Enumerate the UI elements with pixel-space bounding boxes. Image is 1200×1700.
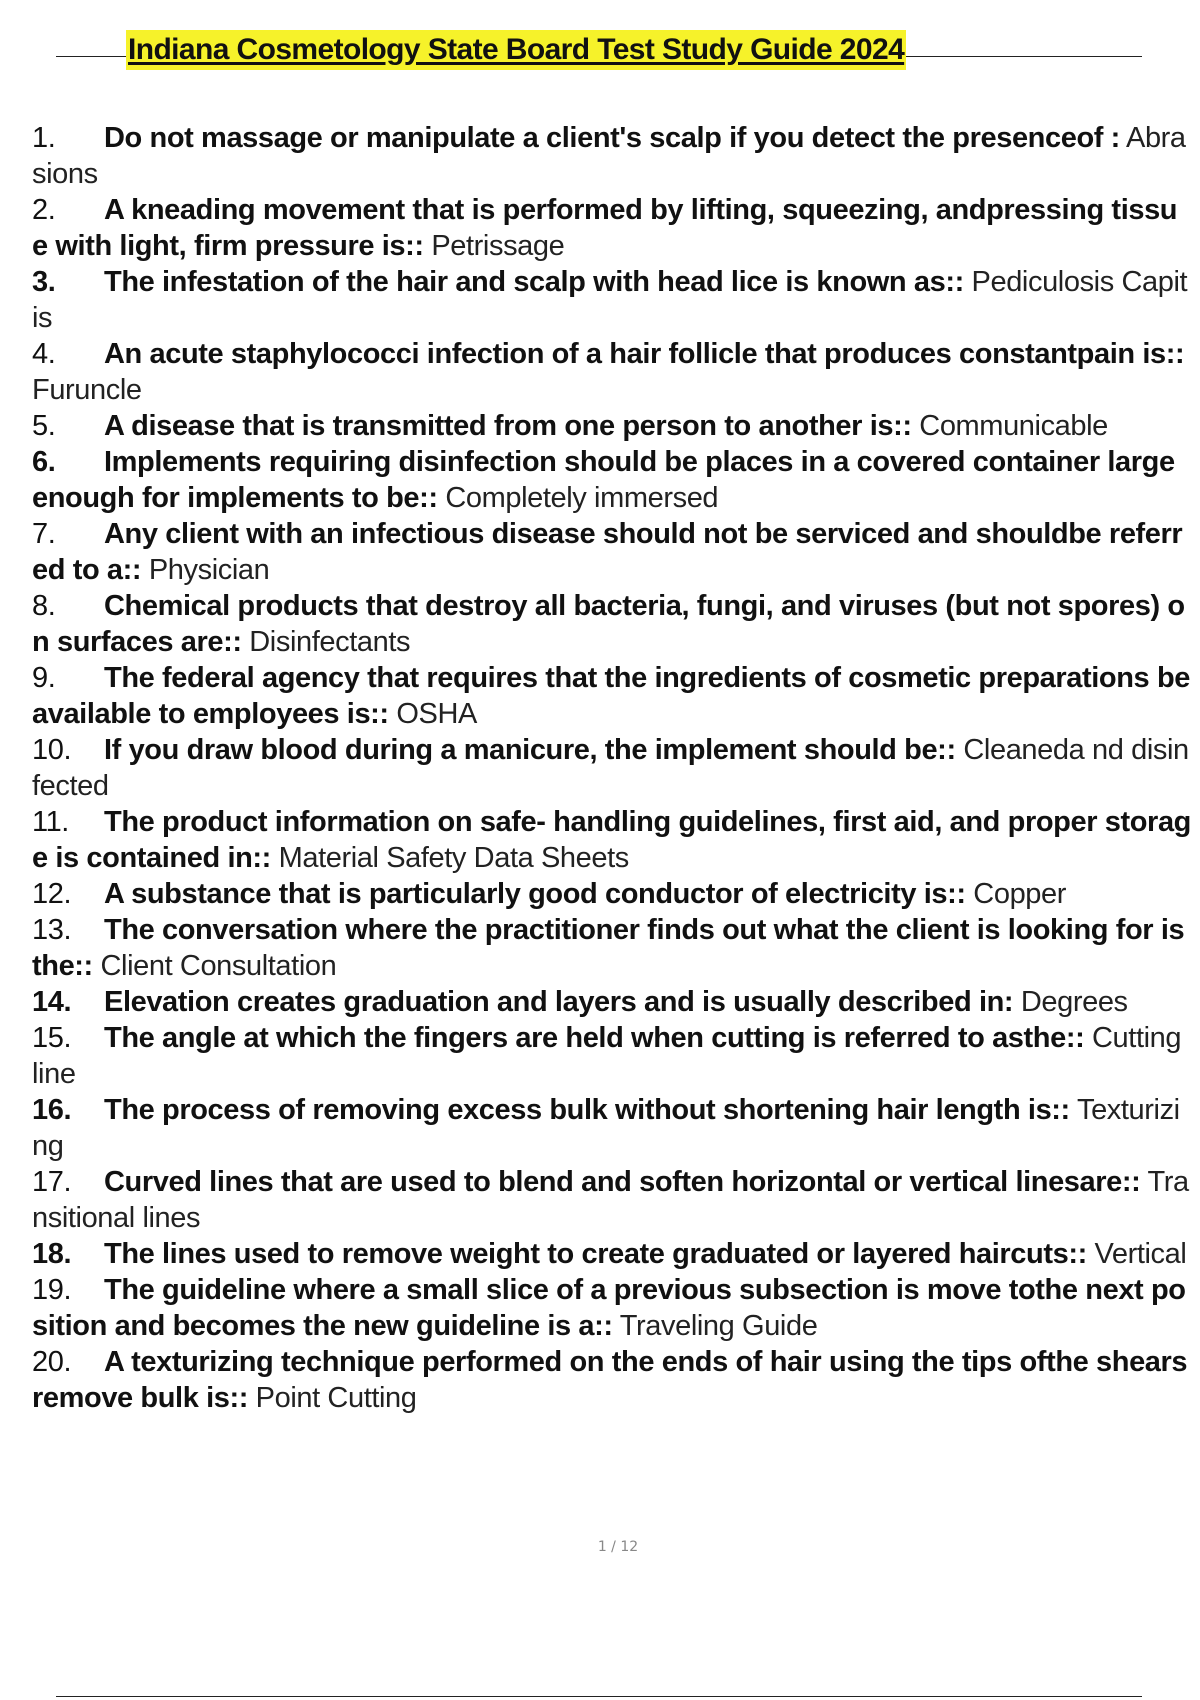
question-item [32, 732, 1192, 804]
question-text: The process of removing excess bulk without shortening hair length is:: [104, 1094, 1070, 1126]
question-number: 10. [32, 734, 72, 766]
bottom-rule [56, 1696, 1142, 1697]
question-item [32, 804, 1192, 876]
question-item [32, 588, 1192, 660]
answer-text: Traveling Guide [619, 1310, 818, 1342]
question-number: 3. [32, 266, 56, 298]
question-number: 5. [32, 410, 56, 442]
question-number: 1. [32, 122, 56, 154]
answer-text: Texturizing [32, 1094, 1180, 1162]
answer-text: Communicable [919, 410, 1108, 442]
question-number: 2. [32, 194, 56, 226]
answer-text: Cutting line [32, 1022, 1182, 1090]
answer-text: Pediculosis Capitis [32, 266, 1188, 334]
page-indicator: 1 / 12 [597, 1539, 639, 1555]
answer-text: Material Safety Data Sheets [278, 842, 629, 874]
question-item [32, 1020, 1192, 1092]
answer-text: Petrissage [431, 230, 565, 262]
question-text: An acute staphylococci infection of a hair follicle that produces constantpain is:: [104, 338, 1185, 370]
question-item [32, 912, 1192, 984]
question-text: The lines used to remove weight to create graduated or layered haircuts:: [104, 1238, 1087, 1270]
question-number: 19. [32, 1274, 72, 1306]
question-number: 20. [32, 1346, 72, 1378]
question-item [32, 336, 1192, 408]
answer-text: Completely immersed [445, 482, 719, 514]
question-item [32, 1092, 1192, 1164]
question-text: A substance that is particularly good conductor of electricity is:: [104, 878, 966, 910]
question-number: 13. [32, 914, 72, 946]
answer-text: Abrasions [32, 122, 1186, 190]
question-item [32, 1344, 1192, 1416]
question-number: 9. [32, 662, 56, 694]
question-number: 14. [32, 986, 72, 1018]
question-item [32, 1272, 1192, 1344]
question-text: The conversation where the practitioner finds out what the client is looking for is the:: [32, 914, 1185, 982]
answer-text: Point Cutting [255, 1382, 417, 1414]
question-text: The guideline where a small slice of a previous subsection is move tothe next position and becomes the new guideline is a:: [32, 1274, 1186, 1342]
question-number: 16. [32, 1094, 72, 1126]
question-number: 12. [32, 878, 72, 910]
question-number: 11. [32, 806, 69, 838]
answer-text: OSHA [396, 698, 477, 730]
answer-text: Degrees [1020, 986, 1128, 1018]
answer-text: Transitional lines [32, 1166, 1189, 1234]
question-text: Implements requiring disinfection should be places in a covered container large enough for implements to be:: [32, 446, 1175, 514]
question-number: 17. [32, 1166, 72, 1198]
question-text: If you draw blood during a manicure, the implement should be:: [104, 734, 956, 766]
question-item [32, 660, 1192, 732]
question-item [32, 1236, 1192, 1272]
answer-text: Cleaneda nd disinfected [32, 734, 1189, 802]
question-text: A disease that is transmitted from one person to another is:: [104, 410, 912, 442]
question-text: The infestation of the hair and scalp with head lice is known as:: [104, 266, 964, 298]
title-row [56, 26, 1142, 70]
question-number: 8. [32, 590, 56, 622]
question-text: Elevation creates graduation and layers and is usually described in: [104, 986, 1014, 1018]
question-item [32, 1164, 1192, 1236]
answer-text: Client Consultation [100, 950, 337, 982]
question-item [32, 516, 1192, 588]
question-item [32, 408, 1192, 444]
question-list [32, 120, 1192, 1416]
question-number: 6. [32, 446, 56, 478]
question-text: The federal agency that requires that the ingredients of cosmetic preparations be available to employees is:: [32, 662, 1190, 730]
answer-text: Vertical [1094, 1238, 1187, 1270]
question-text: Any client with an infectious disease should not be serviced and shouldbe referred to a:: [32, 518, 1183, 586]
question-text: A texturizing technique performed on the ends of hair using the tips ofthe shears remove bulk is:: [32, 1346, 1188, 1414]
question-item [32, 192, 1192, 264]
question-text: A kneading movement that is performed by lifting, squeezing, andpressing tissue with light, firm pressure is:: [32, 194, 1178, 262]
question-text: Chemical products that destroy all bacteria, fungi, and viruses (but not spores) on surfaces are:: [32, 590, 1185, 658]
question-text: The product information on safe- handling guidelines, first aid, and proper storage is contained in:: [32, 806, 1191, 874]
question-number: 4. [32, 338, 56, 370]
question-item [32, 444, 1192, 516]
answer-text: Copper [973, 878, 1067, 910]
question-text: The angle at which the fingers are held when cutting is referred to asthe:: [104, 1022, 1085, 1054]
question-item [32, 876, 1192, 912]
answer-text: Furuncle [32, 374, 142, 406]
document-title: Indiana Cosmetology State Board Test Study Guide 2024 [126, 30, 906, 70]
answer-text: Disinfectants [249, 626, 411, 658]
question-number: 15. [32, 1022, 72, 1054]
question-item [32, 120, 1192, 192]
question-text: Do not massage or manipulate a client's scalp if you detect the presenceof : [104, 122, 1120, 154]
question-text: Curved lines that are used to blend and soften horizontal or vertical linesare:: [104, 1166, 1141, 1198]
answer-text: Physician [148, 554, 270, 586]
question-item [32, 984, 1192, 1020]
question-item [32, 264, 1192, 336]
question-number: 7. [32, 518, 56, 550]
question-number: 18. [32, 1238, 72, 1270]
